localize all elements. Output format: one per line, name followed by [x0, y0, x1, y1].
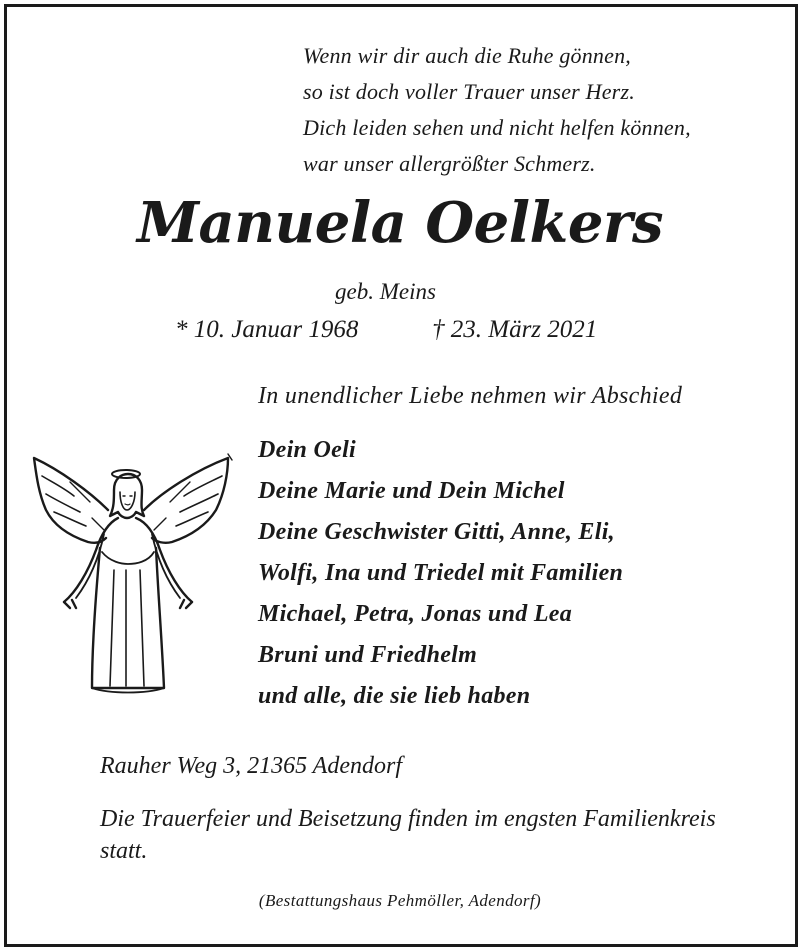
poem-line: Wenn wir dir auch die Ruhe gönnen, — [303, 43, 632, 68]
mourner-line: und alle, die sie lieb haben — [258, 683, 531, 709]
mourner-line: Deine Geschwister Gitti, Anne, Eli, — [258, 519, 615, 545]
poem-line: Dich leiden sehen und nicht helfen können, — [303, 115, 691, 140]
mourner-line: Michael, Petra, Jonas und Lea — [258, 601, 573, 627]
deceased-name: Manuela Oelkers — [136, 190, 664, 256]
mourner-list — [258, 430, 623, 717]
mourner-line: Bruni und Friedhelm — [258, 642, 478, 668]
poem-line: war unser allergrößter Schmerz. — [303, 151, 596, 176]
farewell-line: In unendlicher Liebe nehmen wir Abschied — [258, 383, 683, 409]
mourner-line: Deine Marie und Dein Michel — [258, 478, 565, 504]
birth-name: geb. Meins — [335, 279, 436, 304]
funeral-notice: Die Trauerfeier und Beisetzung finden im engsten Familienkreis statt. — [100, 806, 716, 864]
death-date: † 23. März 2021 — [432, 316, 598, 343]
birth-date: * 10. Januar 1968 — [175, 316, 359, 343]
poem — [303, 38, 691, 182]
mourner-line: Dein Oeli — [258, 437, 357, 463]
address: Rauher Weg 3, 21365 Adendorf — [100, 753, 402, 779]
poem-line: so ist doch voller Trauer unser Herz. — [303, 79, 635, 104]
angel-icon — [30, 452, 235, 697]
mourner-line: Wolfi, Ina und Triedel mit Familien — [258, 560, 624, 586]
undertaker-credit: (Bestattungshaus Pehmöller, Adendorf) — [258, 891, 542, 910]
